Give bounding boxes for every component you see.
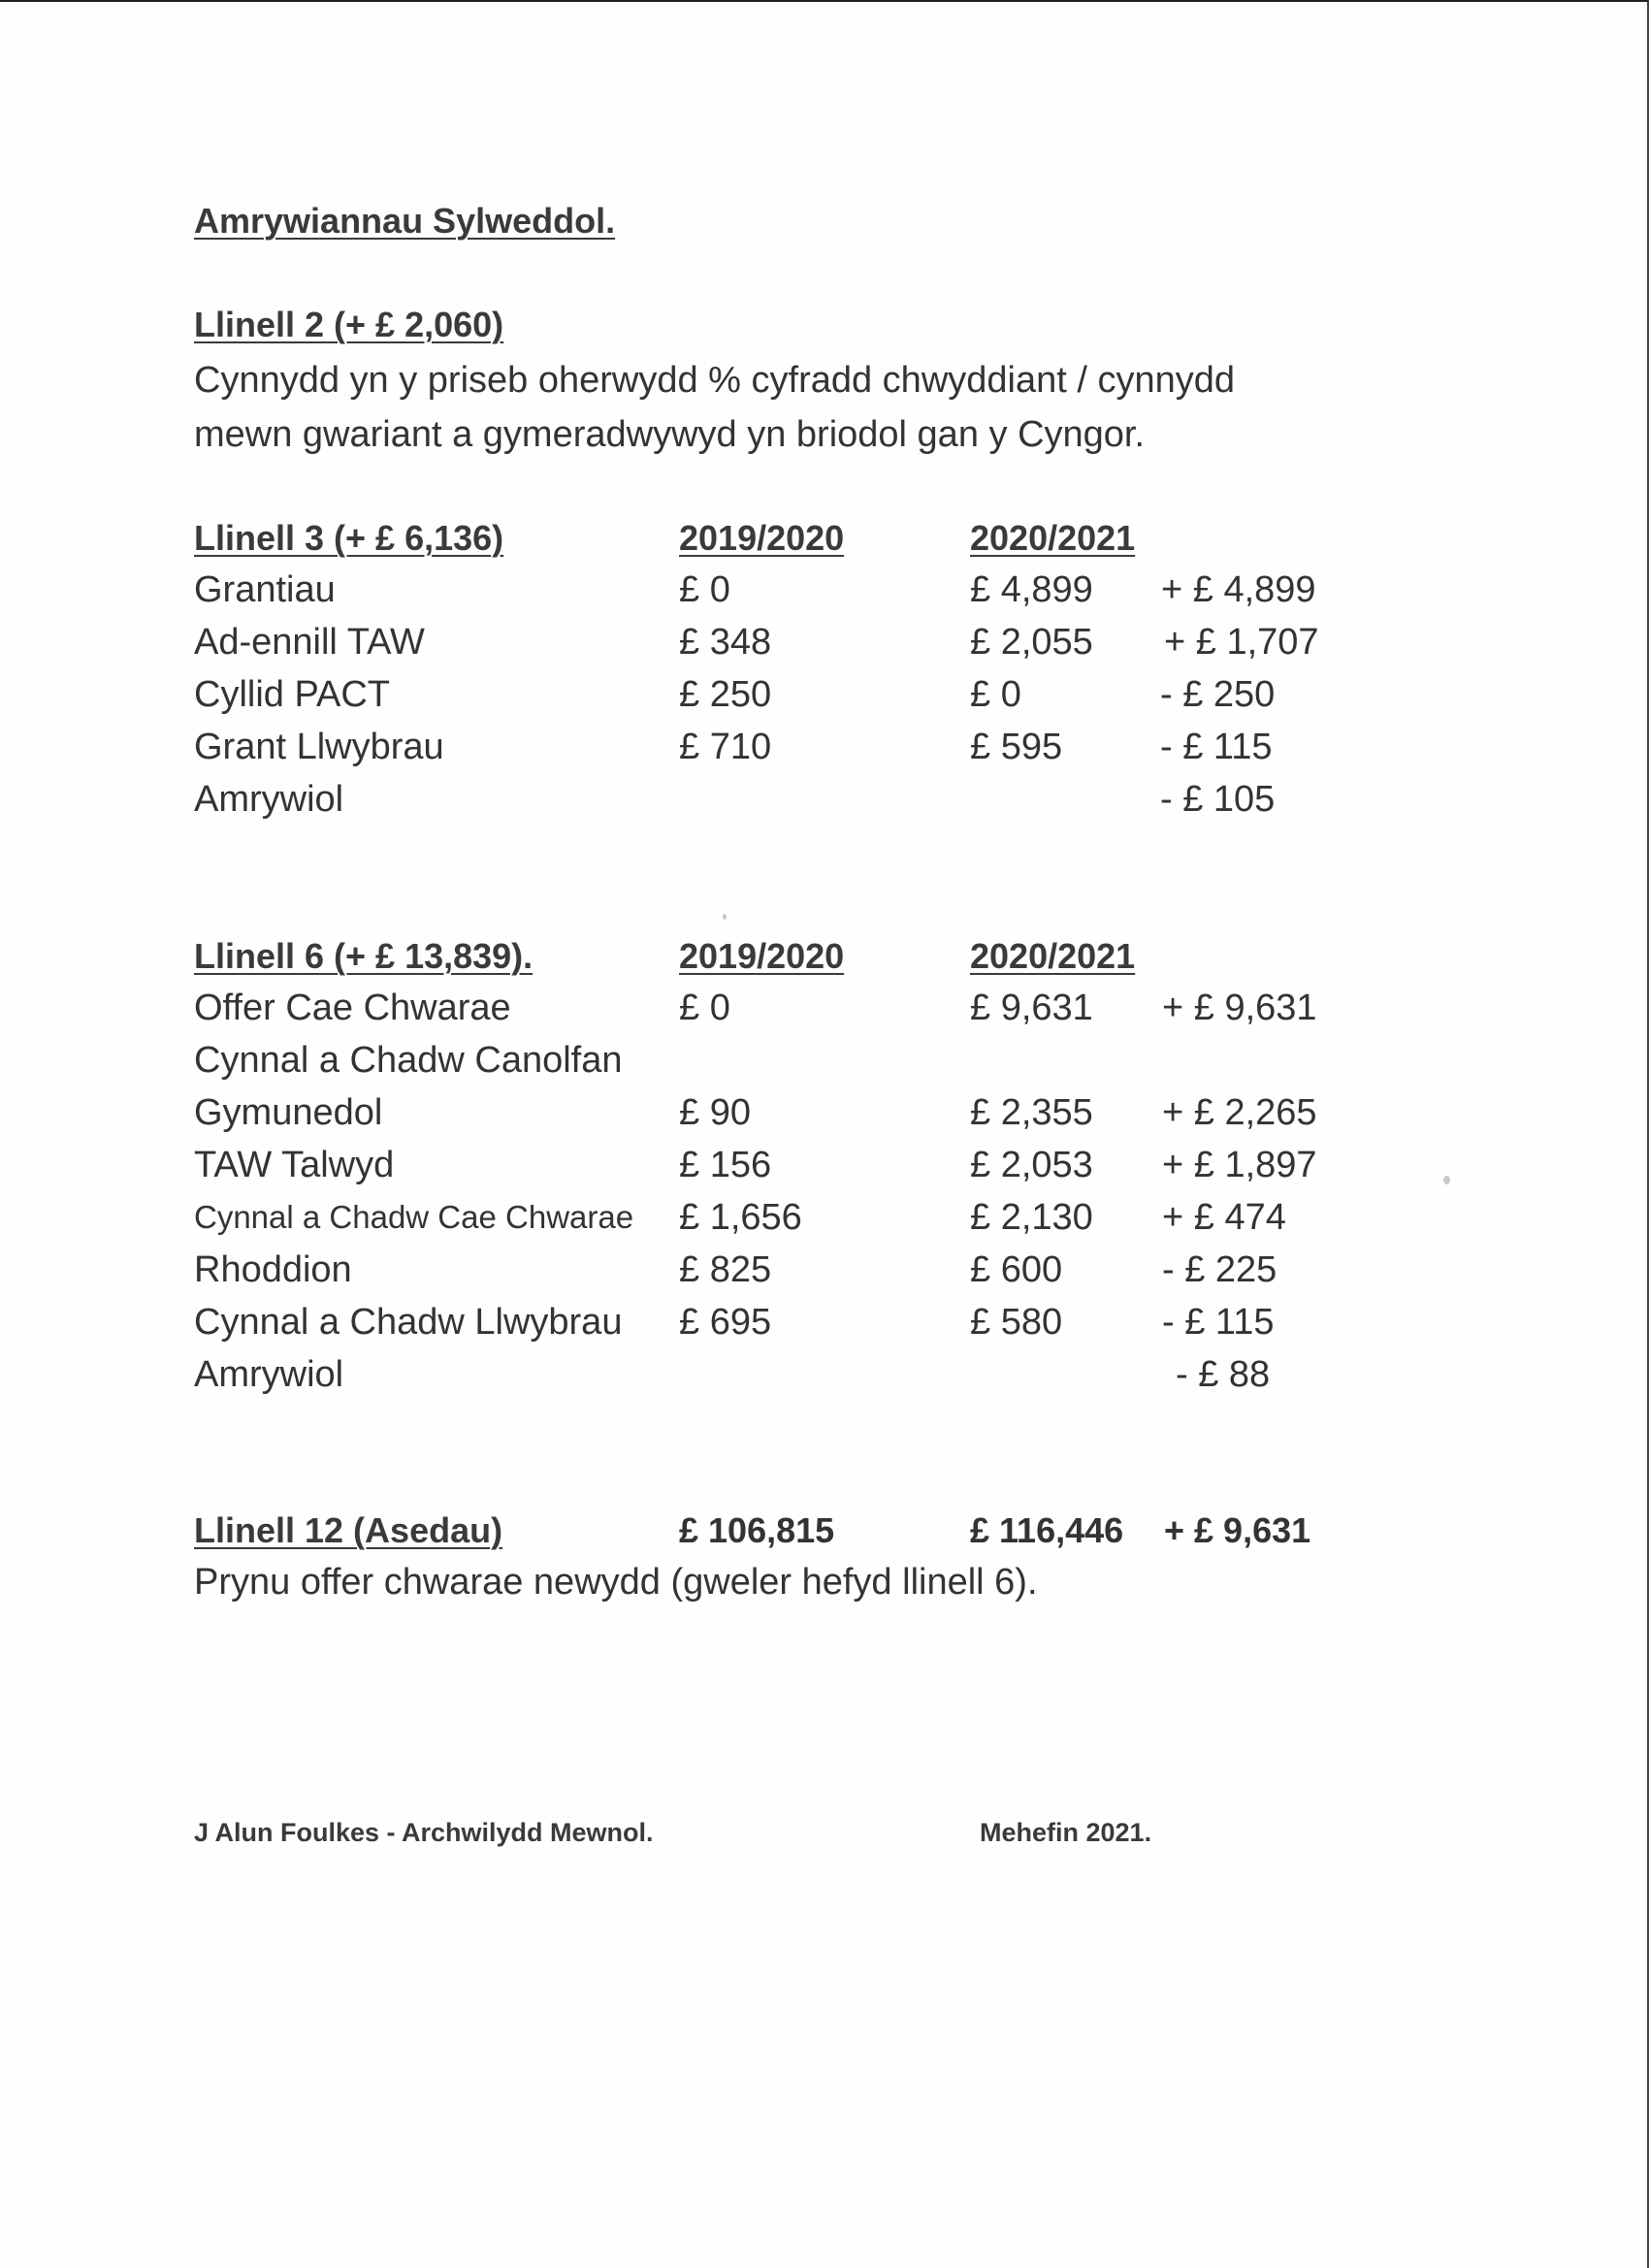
line6-row-2020: £ 580	[970, 1302, 1063, 1343]
line2-heading: Llinell 2 (+ £ 2,060)	[194, 305, 504, 344]
line3-row-label: Grant Llwybrau	[194, 727, 444, 767]
line6-row-2019: £ 825	[679, 1249, 772, 1290]
line6-row-diff: - £ 115	[1162, 1302, 1275, 1343]
line3-row-label: Grantiau	[194, 569, 336, 610]
line6-row-2020: £ 2,355	[970, 1092, 1093, 1133]
line6-row-2019: £ 0	[679, 988, 730, 1028]
line3-row-2020: £ 4,899	[970, 569, 1093, 610]
line12-heading: Llinell 12 (Asedau)	[194, 1510, 503, 1550]
line6-row-label: Cynnal a Chadw Cae Chwarae	[194, 1199, 634, 1235]
line12-text: Prynu offer chwarae newydd (gweler hefyd llinell 6).	[194, 1562, 1038, 1603]
line3-row-diff: + £ 4,899	[1161, 569, 1316, 610]
line6-row-2020: £ 9,631	[970, 988, 1093, 1028]
line3-row-label: Ad-ennill TAW	[194, 622, 425, 663]
scan-speck	[723, 914, 727, 920]
line6-row-diff: + £ 2,265	[1162, 1092, 1317, 1133]
line6-heading: Llinell 6 (+ £ 13,839).	[194, 936, 534, 976]
footer-author: J Alun Foulkes - Archwilydd Mewnol.	[194, 1818, 654, 1847]
line12-2020: £ 116,446	[970, 1510, 1124, 1550]
line3-row-2019: £ 0	[679, 569, 730, 610]
line6-row-diff: + £ 474	[1162, 1197, 1286, 1238]
line12-2019: £ 106,815	[679, 1510, 835, 1550]
line3-row-2020: £ 0	[970, 674, 1021, 715]
line6-row-2019: £ 156	[679, 1145, 772, 1185]
line6-row-label: TAW Talwyd	[194, 1145, 395, 1185]
line6-row-2019: £ 695	[679, 1302, 772, 1343]
line6-row-2020: £ 600	[970, 1249, 1063, 1290]
line6-row-diff: - £ 225	[1162, 1249, 1277, 1290]
line6-row-2020: £ 2,130	[970, 1197, 1093, 1238]
line6-row-label: Amrywiol	[194, 1354, 344, 1395]
line3-row-2019: £ 710	[679, 727, 772, 767]
line6-row-2019: £ 90	[679, 1092, 751, 1133]
line6-row-label: Cynnal a Chadw Llwybrau	[194, 1302, 623, 1343]
line3-row-label: Cyllid PACT	[194, 674, 390, 715]
line3-row-2019: £ 250	[679, 674, 772, 715]
line12-diff: + £ 9,631	[1164, 1510, 1311, 1550]
line3-row-diff: - £ 250	[1160, 674, 1276, 715]
line3-row-diff: - £ 115	[1160, 727, 1273, 767]
line6-row-2019: £ 1,656	[679, 1197, 802, 1238]
line3-row-diff: - £ 105	[1160, 779, 1276, 820]
line3-row-diff: + £ 1,707	[1164, 622, 1319, 663]
line3-heading: Llinell 3 (+ £ 6,136)	[194, 518, 504, 558]
line6-row-2020: £ 2,053	[970, 1145, 1093, 1185]
document-title: Amrywiannau Sylweddol.	[194, 201, 616, 241]
line6-col-2020: 2020/2021	[970, 936, 1136, 976]
line3-row-2019: £ 348	[679, 622, 772, 663]
line6-row-label: Gymunedol	[194, 1092, 383, 1133]
line3-row-2020: £ 595	[970, 727, 1063, 767]
footer-date: Mehefin 2021.	[980, 1818, 1152, 1847]
line3-col-2020: 2020/2021	[970, 518, 1136, 558]
line6-row-label: Cynnal a Chadw Canolfan	[194, 1040, 623, 1081]
line3-row-label: Amrywiol	[194, 779, 344, 820]
line3-row-2020: £ 2,055	[970, 622, 1093, 663]
line6-row-diff: + £ 9,631	[1162, 988, 1317, 1028]
line6-row-label: Offer Cae Chwarae	[194, 988, 511, 1028]
line6-row-label: Rhoddion	[194, 1249, 352, 1290]
line2-text-1: Cynnydd yn y priseb oherwydd % cyfradd chwyddiant / cynnydd	[194, 360, 1235, 401]
line2-text-2: mewn gwariant a gymeradwywyd yn briodol gan y Cyngor.	[194, 414, 1146, 455]
line6-row-diff: + £ 1,897	[1162, 1145, 1317, 1185]
scan-speck	[1443, 1176, 1450, 1184]
line6-col-2019: 2019/2020	[679, 936, 845, 976]
line3-col-2019: 2019/2020	[679, 518, 845, 558]
line6-row-diff: - £ 88	[1176, 1354, 1271, 1395]
